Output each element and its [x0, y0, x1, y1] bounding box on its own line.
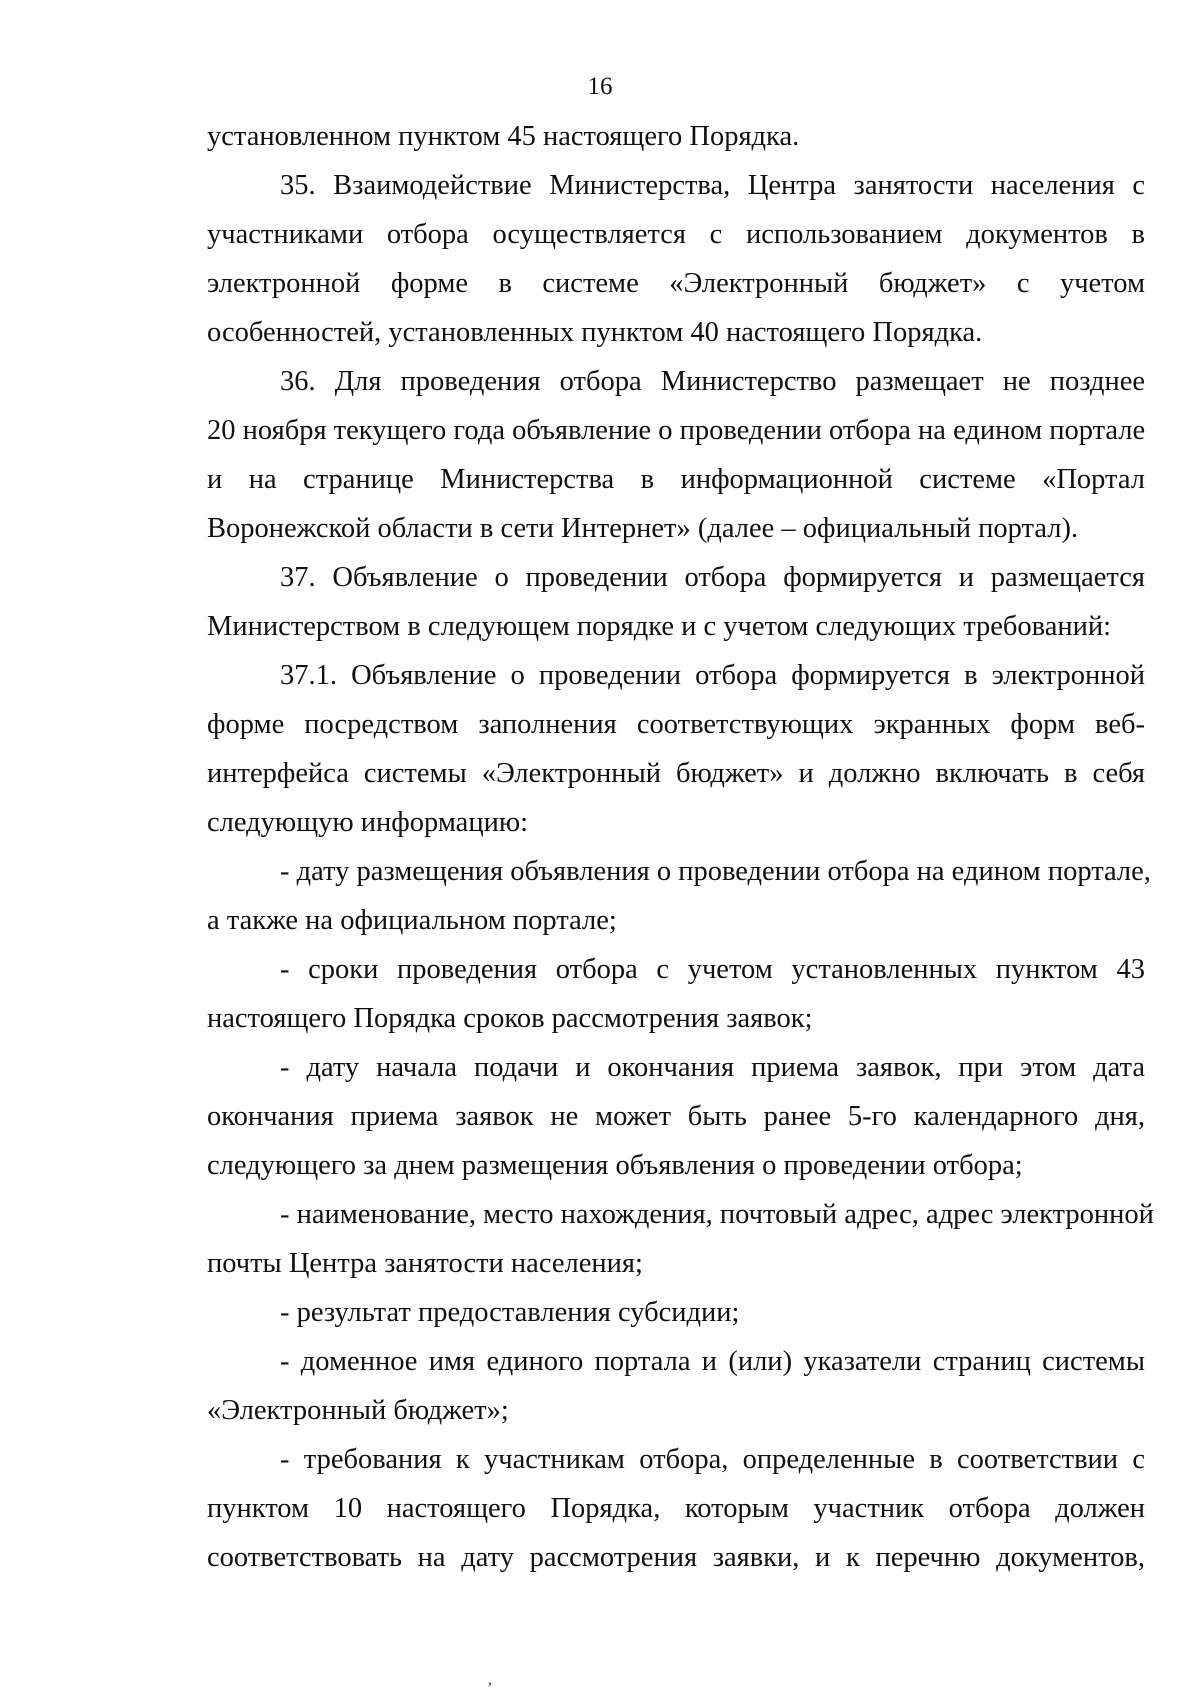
text-line: окончания приема заявок не может быть ранее 5-го календарного дня, — [207, 1101, 1145, 1132]
text-line: пунктом 10 настоящего Порядка, которым участник отбора должен — [207, 1493, 1145, 1524]
text-line: - сроки проведения отбора с учетом установленных пунктом 43 — [280, 954, 1145, 985]
text-line: форме посредством заполнения соответствующих экранных форм веб- — [207, 709, 1145, 740]
text-line: - доменное имя единого портала и (или) указатели страниц системы — [280, 1346, 1145, 1377]
text-line: почты Центра занятости населения; — [207, 1248, 643, 1279]
text-line: Министерством в следующем порядке и с учетом следующих требований: — [207, 611, 1112, 642]
text-line: интерфейса системы «Электронный бюджет» и должно включать в себя — [207, 758, 1145, 789]
text-line: - требования к участникам отбора, определенные в соответствии с — [280, 1444, 1145, 1475]
text-line: установленном пунктом 45 настоящего Порядка. — [207, 121, 800, 152]
text-line: 20 ноября текущего года объявление о проведении отбора на едином портале — [207, 415, 1146, 446]
text-line: 37. Объявление о проведении отбора формируется и размещается — [280, 562, 1145, 593]
text-line: настоящего Порядка сроков рассмотрения заявок; — [207, 1003, 813, 1034]
text-line: электронной форме в системе «Электронный бюджет» с учетом — [207, 268, 1145, 299]
text-line: - дату размещения объявления о проведении отбора на едином портале, — [280, 856, 1151, 887]
text-line: участниками отбора осуществляется с использованием документов в — [207, 219, 1145, 250]
page-number: 16 — [587, 73, 613, 100]
text-line: - результат предоставления субсидии; — [280, 1297, 740, 1328]
text-line: следующую информацию: — [207, 807, 529, 838]
scan-mark: , — [488, 1671, 492, 1688]
text-line: 36. Для проведения отбора Министерство размещает не позднее — [280, 366, 1145, 397]
text-line: следующего за днем размещения объявления о проведении отбора; — [207, 1150, 1023, 1181]
document-body — [207, 112, 1154, 1582]
text-line: «Электронный бюджет»; — [207, 1395, 509, 1426]
text-line: соответствовать на дату рассмотрения заявки, и к перечню документов, — [207, 1542, 1145, 1573]
text-line: 37.1. Объявление о проведении отбора формируется в электронной — [280, 660, 1145, 691]
text-line: 35. Взаимодействие Министерства, Центра занятости населения с — [280, 170, 1145, 201]
text-line: - дату начала подачи и окончания приема заявок, при этом дата — [280, 1052, 1145, 1083]
text-line: а также на официальном портале; — [207, 905, 617, 936]
text-line: Воронежской области в сети Интернет» (далее – официальный портал). — [207, 513, 1079, 544]
text-line: - наименование, место нахождения, почтовый адрес, адрес электронной — [280, 1199, 1154, 1230]
text-line: и на странице Министерства в информационной системе «Портал — [207, 464, 1145, 495]
text-line: особенностей, установленных пунктом 40 настоящего Порядка. — [207, 317, 983, 348]
